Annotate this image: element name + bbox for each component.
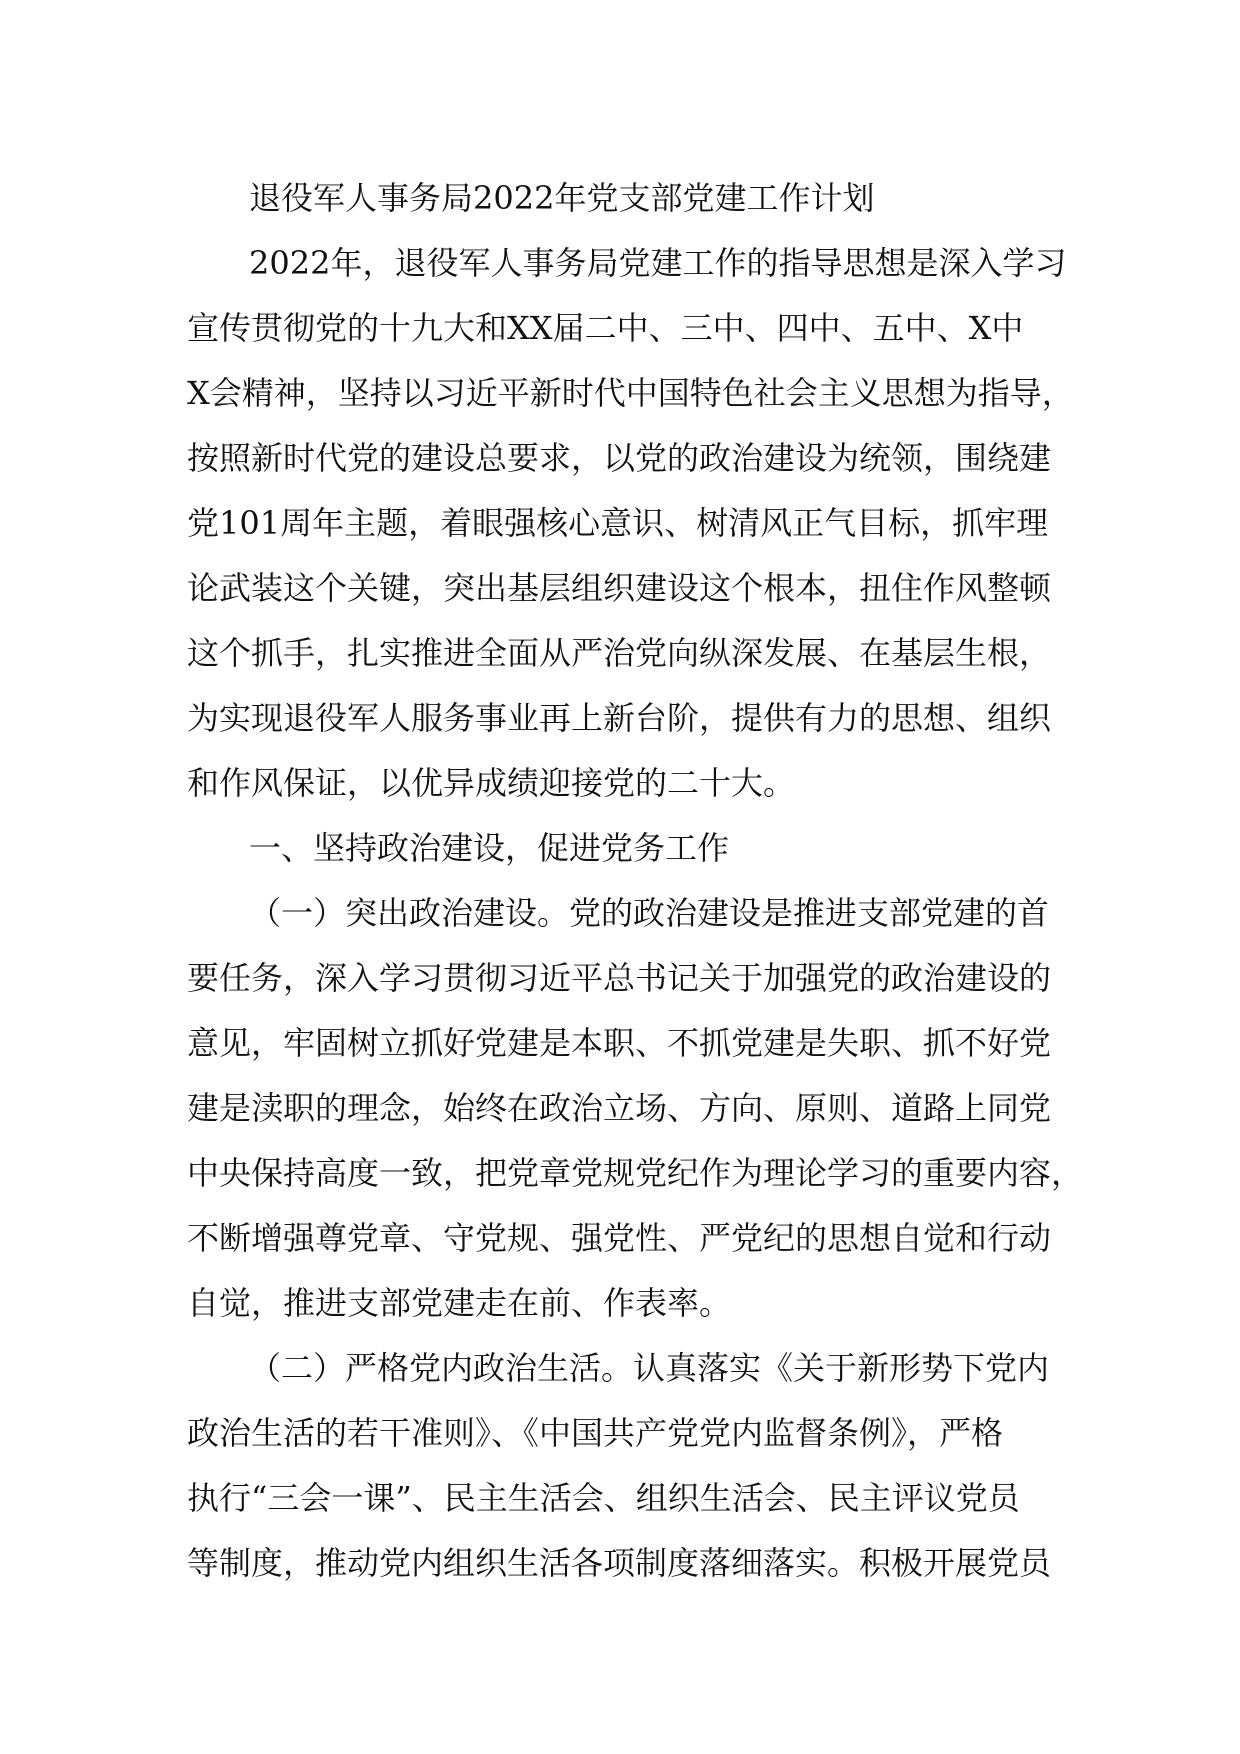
paragraph-line: 等制度，推动党内组织生活各项制度落细落实。积极开展党员 bbox=[187, 1544, 1052, 1582]
paragraph-line: 2022年，退役军人事务局党建工作的指导思想是深入学习 bbox=[249, 244, 1067, 282]
paragraph-line: X会精神，坚持以习近平新时代中国特色社会主义思想为指导， bbox=[187, 374, 1074, 412]
paragraph-line: 意见，牢固树立抓好党建是本职、不抓党建是失职、抓不好党 bbox=[187, 1024, 1052, 1062]
paragraph-line: 自觉，推进支部党建走在前、作表率。 bbox=[187, 1284, 732, 1322]
paragraph-line: 这个抓手，扎实推进全面从严治党向纵深发展、在基层生根， bbox=[187, 634, 1052, 672]
paragraph-line: 和作风保证，以优异成绩迎接党的二十大。 bbox=[187, 764, 796, 802]
paragraph-line: 不断增强尊党章、守党规、强党性、严党纪的思想自觉和行动 bbox=[187, 1219, 1052, 1257]
paragraph-line: 为实现退役军人服务事业再上新台阶，提供有力的思想、组织 bbox=[187, 699, 1052, 737]
paragraph-line: 要任务，深入学习贯彻习近平总书记关于加强党的政治建设的 bbox=[187, 959, 1052, 997]
paragraph-line: 宣传贯彻党的十九大和XX届二中、三中、四中、五中、X中 bbox=[187, 309, 1024, 347]
paragraph-line: 按照新时代党的建设总要求，以党的政治建设为统领，围绕建 bbox=[187, 439, 1052, 477]
paragraph-line: 政治生活的若干准则》、《中国共产党党内监督条例》，严格 bbox=[187, 1414, 1004, 1452]
document-body bbox=[187, 166, 1084, 1596]
paragraph-line: 中央保持高度一致，把党章党规党纪作为理论学习的重要内容， bbox=[187, 1154, 1084, 1192]
paragraph-line: 执行“三会一课”、民主生活会、组织生活会、民主评议党员 bbox=[187, 1479, 1020, 1517]
section-heading: 一、坚持政治建设，促进党务工作 bbox=[249, 829, 730, 867]
paragraph-line: （一）突出政治建设。党的政治建设是推进支部党建的首 bbox=[249, 894, 1050, 932]
paragraph-line: 党101周年主题，着眼强核心意识、树清风正气目标，抓牢理 bbox=[187, 504, 1049, 542]
paragraph-line: 论武装这个关键，突出基层组织建设这个根本，扭住作风整顿 bbox=[187, 569, 1052, 607]
paragraph-line: （二）严格党内政治生活。认真落实《关于新形势下党内 bbox=[249, 1349, 1050, 1387]
document-title: 退役军人事务局2022年党支部党建工作计划 bbox=[249, 179, 875, 217]
paragraph-line: 建是渎职的理念，始终在政治立场、方向、原则、道路上同党 bbox=[187, 1089, 1052, 1127]
